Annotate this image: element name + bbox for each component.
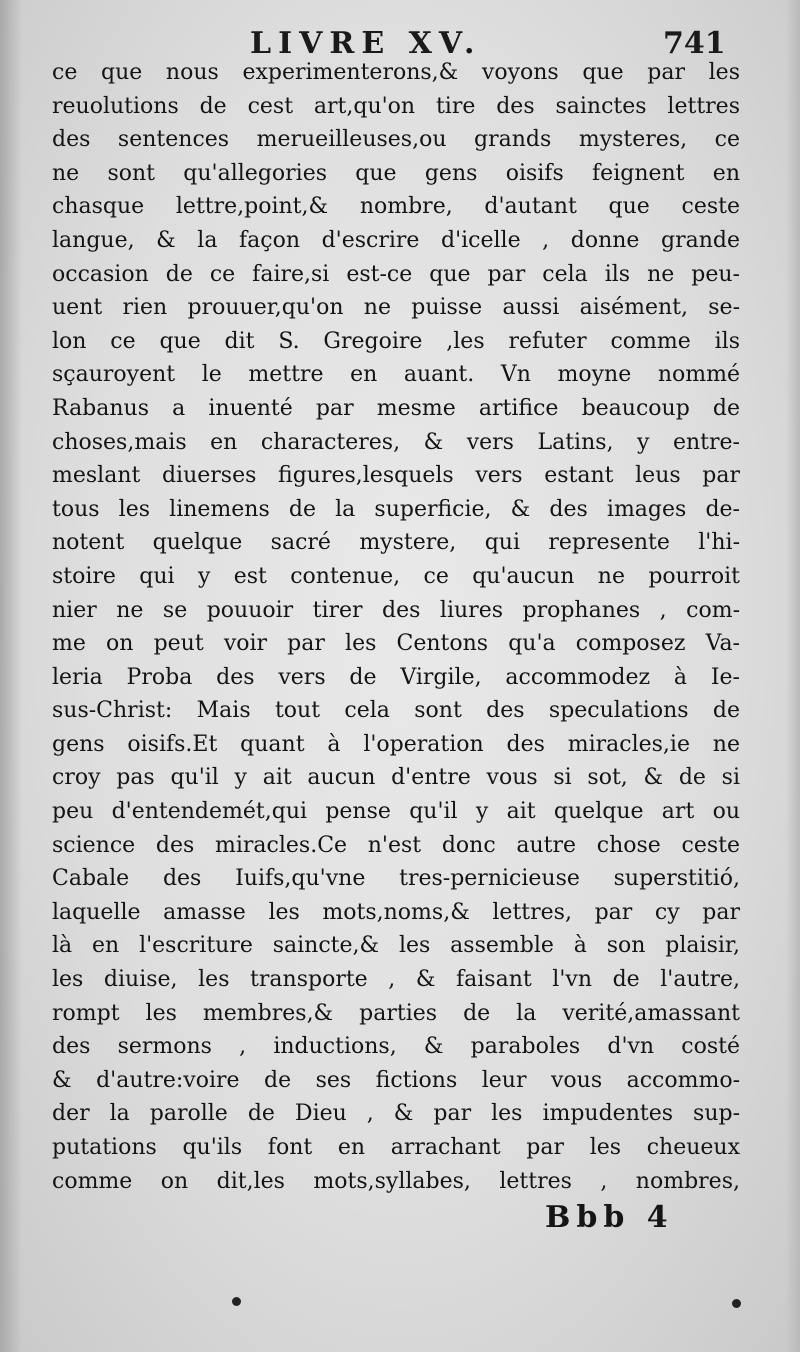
text-line: science des miracles.Ce n'est donc autre chose ceste bbox=[52, 832, 740, 858]
text-line: Cabale des Iuifs,qu'vne tres-pernicieuse superstitió, bbox=[52, 866, 740, 892]
text-line: ne sont qu'allegories que gens oisifs feignent en bbox=[52, 160, 740, 186]
text-line: peu d'entendemét,qui pense qu'il y ait quelque art ou bbox=[52, 799, 740, 825]
body-text bbox=[52, 56, 740, 1198]
text-line: leria Proba des vers de Virgile, accommodez à Ie- bbox=[52, 664, 740, 690]
text-line: laquelle amasse les mots,noms,& lettres, par cy par bbox=[52, 899, 740, 925]
ink-dot bbox=[232, 1297, 241, 1306]
text-line: lon ce que dit S. Gregoire ,les refuter comme ils bbox=[52, 328, 740, 354]
text-line: sçauroyent le mettre en auant. Vn moyne nommé bbox=[52, 362, 740, 388]
text-line: des sermons , inductions, & paraboles d'vn costé bbox=[52, 1034, 740, 1060]
text-line: rompt les membres,& parties de la verité,amassant bbox=[52, 1000, 740, 1026]
text-line: uent rien prouuer,qu'on ne puisse aussi aisément, se- bbox=[52, 295, 740, 321]
text-line: gens oisifs.Et quant à l'operation des miracles,ie ne bbox=[52, 731, 740, 757]
text-line: notent quelque sacré mystere, qui represente l'hi- bbox=[52, 530, 740, 556]
text-line: der la parolle de Dieu , & par les impudentes sup- bbox=[52, 1101, 740, 1127]
text-line: me on peut voir par les Centons qu'a composez Va- bbox=[52, 631, 740, 657]
running-head-title: LIVRE XV. bbox=[250, 26, 482, 61]
signature-mark: Bbb 4 bbox=[545, 1200, 674, 1235]
text-line: stoire qui y est contenue, ce qu'aucun ne pourroit bbox=[52, 563, 740, 589]
page-number: 741 bbox=[663, 26, 726, 61]
page-edge-shadow bbox=[786, 0, 800, 1352]
text-line: Rabanus a inuenté par mesme artifice beaucoup de bbox=[52, 395, 740, 421]
text-line: croy pas qu'il y ait aucun d'entre vous si sot, & de si bbox=[52, 765, 740, 791]
text-line: des sentences merueilleuses,ou grands mysteres, ce bbox=[52, 127, 740, 153]
text-line: sus-Christ: Mais tout cela sont des speculations de bbox=[52, 698, 740, 724]
text-line: occasion de ce faire,si est-ce que par cela ils ne peu- bbox=[52, 261, 740, 287]
ink-dot bbox=[732, 1299, 741, 1308]
text-line: langue, & la façon d'escrire d'icelle , donne grande bbox=[52, 227, 740, 253]
text-line: tous les linemens de la superficie, & des images de- bbox=[52, 496, 740, 522]
text-line: & d'autre:voire de ses fictions leur vous accommo- bbox=[52, 1067, 740, 1093]
text-line: meslant diuerses figures,lesquels vers estant leus par bbox=[52, 463, 740, 489]
text-line: les diuise, les transporte , & faisant l'vn de l'autre, bbox=[52, 967, 740, 993]
text-line: putations qu'ils font en arrachant par les cheueux bbox=[52, 1135, 740, 1160]
text-line: reuolutions de cest art,qu'on tire des sainctes lettres bbox=[52, 93, 740, 119]
gutter-shadow bbox=[0, 0, 22, 1352]
text-line: choses,mais en characteres, & vers Latins, y entre- bbox=[52, 429, 740, 455]
text-line: ce que nous experimenterons,& voyons que par les bbox=[52, 60, 740, 85]
text-line: là en l'escriture saincte,& les assemble à son plaisir, bbox=[52, 933, 740, 959]
text-line: chasque lettre,point,& nombre, d'autant que ceste bbox=[52, 194, 740, 220]
text-line: nier ne se pouuoir tirer des liures prophanes , com- bbox=[52, 597, 740, 623]
text-line: comme on dit,les mots,syllabes, lettres , nombres, bbox=[52, 1168, 740, 1194]
